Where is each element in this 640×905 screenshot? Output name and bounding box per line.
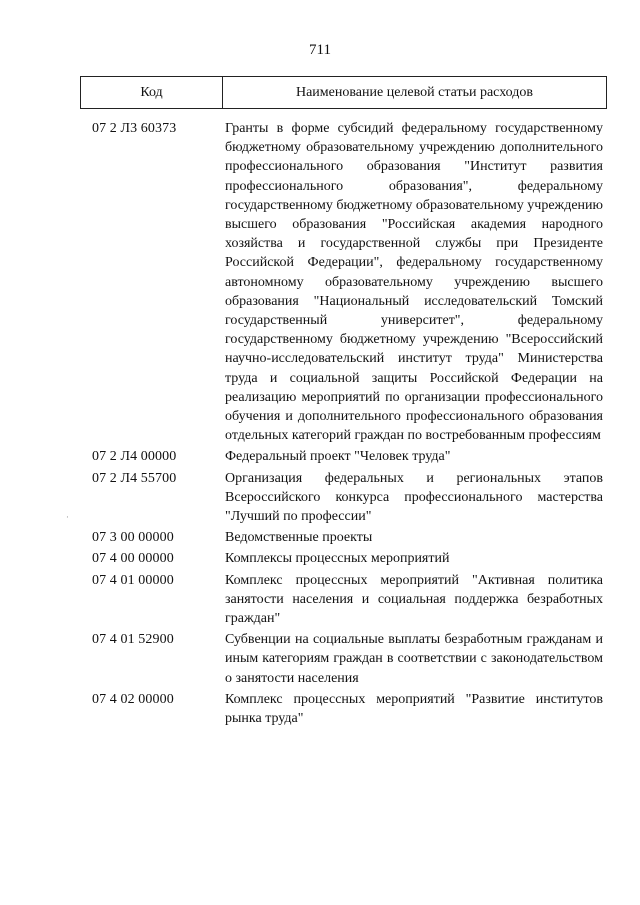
row-code: 07 2 Л4 00000 — [92, 449, 177, 465]
row-name: Комплекс процессных мероприятий "Активная политика занятости населения и социальная поддержка безработных граждан" — [225, 572, 603, 627]
margin-mark: · — [66, 513, 69, 523]
page-number: 711 — [309, 42, 331, 58]
row-name: Комплекс процессных мероприятий "Развитие институтов рынка труда" — [225, 691, 603, 727]
table-header — [80, 76, 607, 109]
row-name: Субвенции на социальные выплаты безработным гражданам и иным категориям граждан в соответствии с законодательством о занятости населения — [225, 632, 603, 686]
row-name: Федеральный проект "Человек труда" — [225, 449, 451, 465]
table-row — [80, 690, 607, 728]
row-code: 07 4 01 00000 — [92, 572, 174, 588]
row-name: Ведомственные проекты — [225, 530, 373, 546]
row-name: Комплексы процессных мероприятий — [225, 551, 450, 567]
row-code: 07 3 00 00000 — [92, 530, 174, 546]
row-code: 07 2 Л4 55700 — [92, 470, 177, 486]
table-row — [80, 469, 607, 527]
row-name: Организация федеральных и региональных этапов Всероссийского конкурса профессионального мастерства "Лучший по профессии" — [225, 470, 603, 525]
row-name: Гранты в форме субсидий федеральному государственному бюджетному образовательному учреждению дополнительного профессионального образования "Институт развития профессионального образования", федеральному государственному бюджетному образовательному учреждению высшего образования "Российская академия народного хозяйства и государственной службы при Президенте Российской Федерации", федеральному государственному автономному образовательному учреждению высшего образования "Национальный исследовательский Томский государственный университет", федеральному государственному бюджетному учреждению "Всероссийский научно-исследовательский институт труда" Министерства труда и социальной защиты Российской Федерации на реализацию мероприятий по организации профессионального обучения и дополнительного профессионального образования отдельных категорий граждан по востребованным профессиям — [225, 121, 603, 444]
table-row — [80, 549, 607, 568]
row-code: 07 2 Л3 60373 — [92, 121, 177, 136]
table-row — [80, 119, 607, 445]
header-name: Наименование целевой статьи расходов — [295, 84, 534, 100]
table-row — [80, 630, 607, 688]
row-code: 07 4 01 52900 — [92, 632, 174, 648]
table-row — [80, 571, 607, 629]
table-row — [80, 528, 607, 547]
table-row — [80, 447, 607, 466]
row-code: 07 4 00 00000 — [92, 551, 174, 567]
row-code: 07 4 02 00000 — [92, 691, 174, 707]
header-code: Код — [81, 77, 223, 108]
table-body — [80, 119, 607, 730]
